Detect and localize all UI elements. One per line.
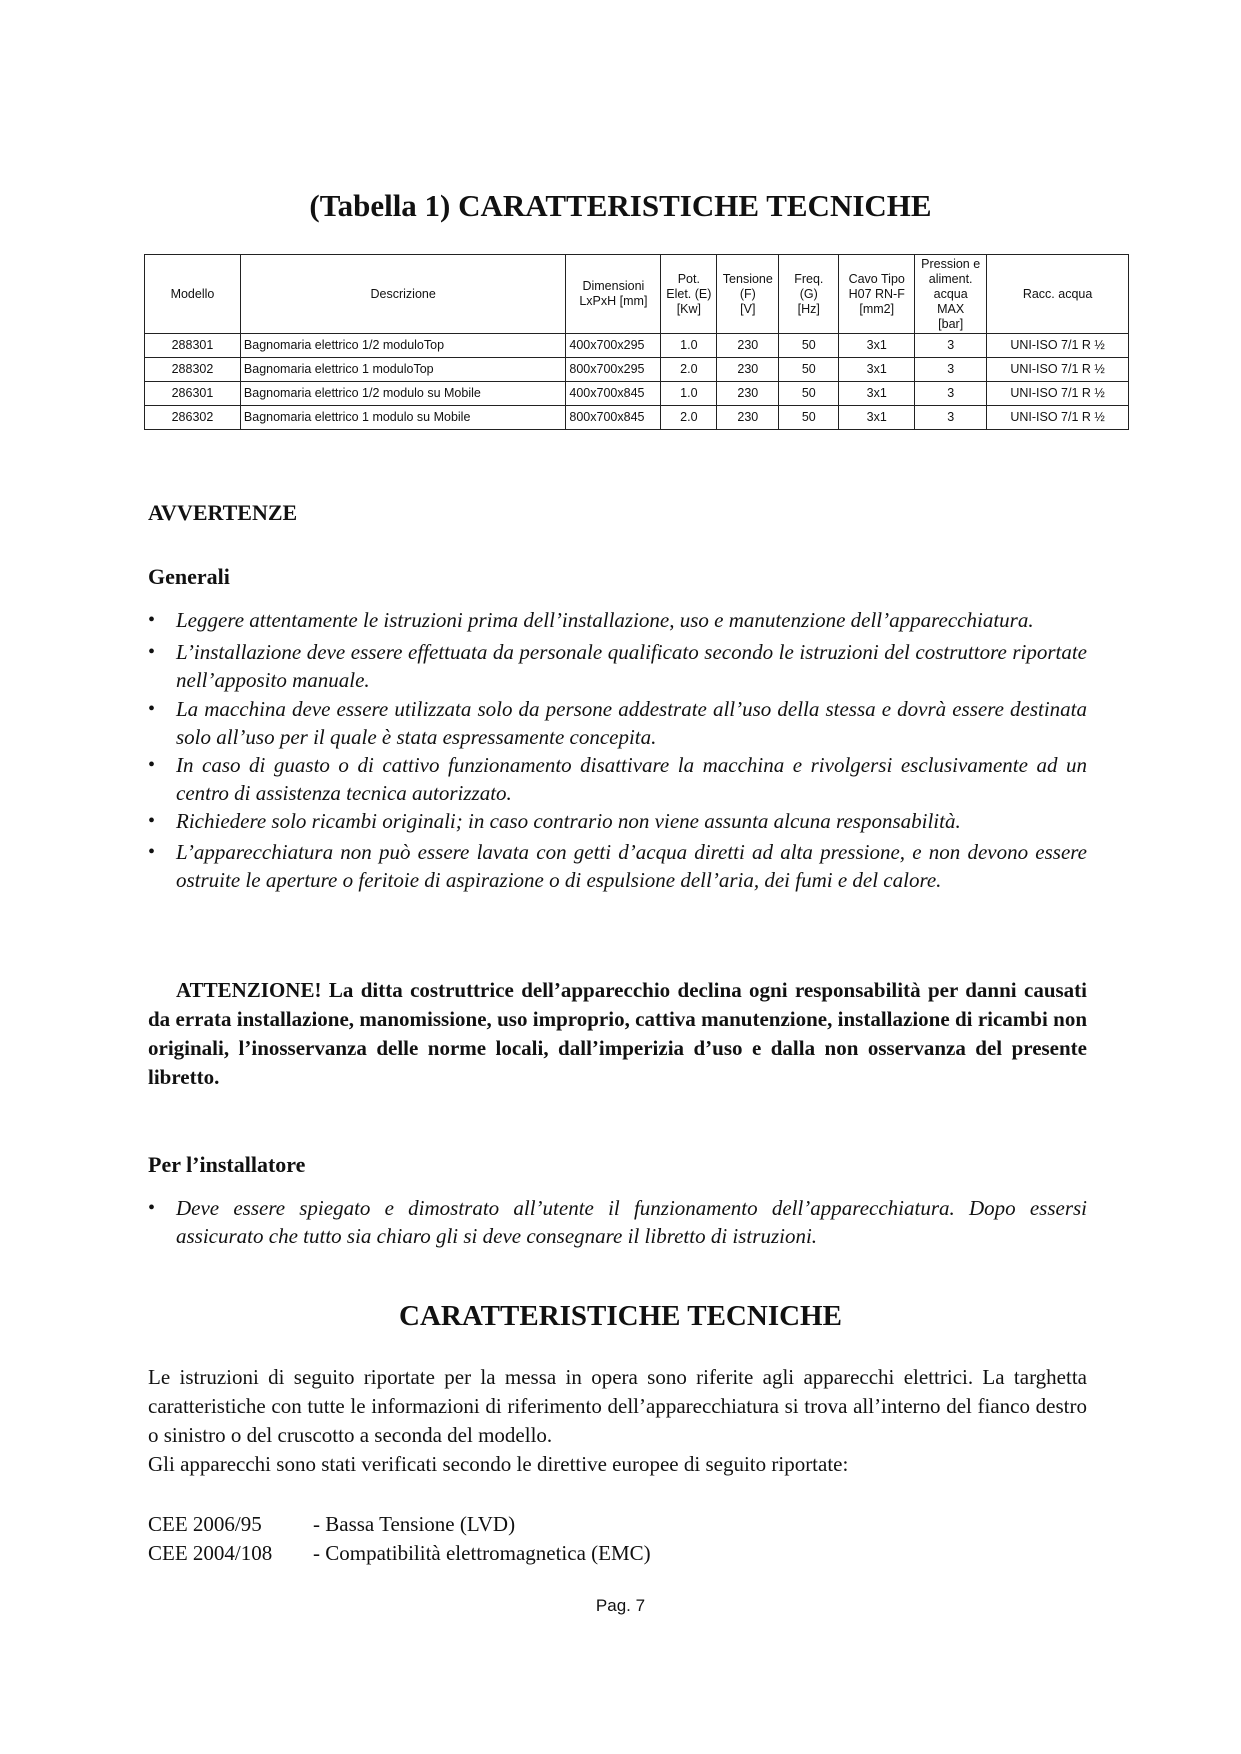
header-modello: Modello — [145, 255, 241, 334]
cell-racc: UNI-ISO 7/1 R ½ — [987, 382, 1129, 406]
table-row — [145, 406, 1129, 430]
cell-racc: UNI-ISO 7/1 R ½ — [987, 406, 1129, 430]
cell-tensione: 230 — [717, 358, 779, 382]
cell-pressione: 3 — [915, 358, 987, 382]
cell-modello: 288302 — [145, 358, 241, 382]
cell-modello: 288301 — [145, 334, 241, 358]
cell-pressione: 3 — [915, 406, 987, 430]
cell-descrizione: Bagnomaria elettrico 1 modulo su Mobile — [240, 406, 566, 430]
header-dimensioni: Dimensioni LxPxH [mm] — [566, 255, 661, 334]
table-row — [145, 334, 1129, 358]
cell-tensione: 230 — [717, 382, 779, 406]
list-item: • La macchina deve essere utilizzata solo da persone addestrate all’uso della stessa e dovrà essere destinata solo all’uso per il quale è stata espressamente concepita. — [148, 695, 1087, 751]
cell-freq: 50 — [779, 406, 839, 430]
header-descrizione: Descrizione — [240, 255, 566, 334]
page-number: Pag. 7 — [595, 1596, 646, 1615]
cell-pressione: 3 — [915, 382, 987, 406]
cell-cavo: 3x1 — [839, 334, 915, 358]
cell-potenza: 2.0 — [661, 358, 717, 382]
cell-potenza: 1.0 — [661, 382, 717, 406]
specs-table — [144, 254, 1129, 430]
header-tensione: Tensione (F) [V] — [717, 255, 779, 334]
list-item: • Deve essere spiegato e dimostrato all’utente il funzionamento dell’apparecchiatura. Dopo essersi assicurato che tutto sia chiaro gli si deve consegnare il libretto di istruzioni. — [148, 1194, 1087, 1250]
cell-modello: 286301 — [145, 382, 241, 406]
cell-descrizione: Bagnomaria elettrico 1 moduloTop — [240, 358, 566, 382]
cell-descrizione: Bagnomaria elettrico 1/2 moduloTop — [240, 334, 566, 358]
general-heading: Generali — [148, 564, 230, 589]
cell-dimensioni: 800x700x295 — [566, 358, 661, 382]
installer-heading: Per l’installatore — [148, 1152, 306, 1177]
section-title: CARATTERISTICHE TECNICHE — [399, 1300, 842, 1332]
installer-bullet-list — [148, 1194, 1087, 1250]
cell-racc: UNI-ISO 7/1 R ½ — [987, 358, 1129, 382]
cell-tensione: 230 — [717, 406, 779, 430]
list-item: • Richiedere solo ricambi originali; in caso contrario non viene assunta alcuna responsabilità. — [148, 807, 1087, 835]
cell-freq: 50 — [779, 382, 839, 406]
cell-potenza: 1.0 — [661, 334, 717, 358]
directive-desc: - Bassa Tensione (LVD) — [313, 1512, 516, 1536]
attention-paragraph: ATTENZIONE! La ditta costruttrice dell’apparecchio declina ogni responsabilità per danni causati da errata installazione, manomissione, uso improprio, cattiva manutenzione, installazione di ricambi non originali, l’inosservanza delle norme locali, dall’imperizia d’uso e dalla non osservanza del presente libretto. — [148, 978, 1087, 1089]
cell-dimensioni: 400x700x845 — [566, 382, 661, 406]
cell-cavo: 3x1 — [839, 358, 915, 382]
cell-modello: 286302 — [145, 406, 241, 430]
table-row — [145, 382, 1129, 406]
cell-freq: 50 — [779, 358, 839, 382]
header-racc: Racc. acqua — [987, 255, 1129, 334]
cell-cavo: 3x1 — [839, 382, 915, 406]
cell-racc: UNI-ISO 7/1 R ½ — [987, 334, 1129, 358]
general-bullet-list — [148, 606, 1087, 894]
header-pressione: Pression e aliment. acqua MAX [bar] — [915, 255, 987, 334]
table-title: (Tabella 1) CARATTERISTICHE TECNICHE — [309, 188, 932, 223]
directive-desc: - Compatibilità elettromagnetica (EMC) — [313, 1541, 651, 1565]
directive-code: CEE 2004/108 — [148, 1541, 273, 1565]
intro-text: Le istruzioni di seguito riportate per la messa in opera sono riferite agli apparecchi elettrici. La targhetta caratteristiche con tutte le informazioni di riferimento dell’apparecchiatura si trova all’interno del fianco destro o sinistro o del cruscotto a seconda del modello. — [148, 1365, 1087, 1447]
directives-list — [148, 1510, 651, 1568]
header-cavo: Cavo Tipo H07 RN-F [mm2] — [839, 255, 915, 334]
directive-code: CEE 2006/95 — [148, 1512, 262, 1536]
cell-cavo: 3x1 — [839, 406, 915, 430]
cell-dimensioni: 800x700x845 — [566, 406, 661, 430]
cell-tensione: 230 — [717, 334, 779, 358]
warnings-heading: AVVERTENZE — [148, 500, 298, 525]
header-potenza: Pot. Elet. (E) [Kw] — [661, 255, 717, 334]
header-freq: Freq. (G) [Hz] — [779, 255, 839, 334]
list-item: • Leggere attentamente le istruzioni prima dell’installazione, uso e manutenzione dell’apparecchiatura. — [148, 606, 1087, 634]
list-item — [148, 1510, 651, 1539]
list-item: • L’apparecchiatura non può essere lavata con getti d’acqua diretti ad alta pressione, e non devono essere ostruite le aperture o feritoie di aspirazione o di espulsione dell’aria, dei fumi e del calore. — [148, 838, 1087, 894]
cell-potenza: 2.0 — [661, 406, 717, 430]
cell-descrizione: Bagnomaria elettrico 1/2 modulo su Mobile — [240, 382, 566, 406]
cell-pressione: 3 — [915, 334, 987, 358]
cell-freq: 50 — [779, 334, 839, 358]
table-header-row — [145, 255, 1129, 334]
list-item: • In caso di guasto o di cattivo funzionamento disattivare la macchina e rivolgersi esclusivamente ad un centro di assistenza tecnica autorizzato. — [148, 751, 1087, 807]
intro-directives-text: Gli apparecchi sono stati verificati secondo le direttive europee di seguito riportate: — [148, 1452, 849, 1476]
table-row — [145, 358, 1129, 382]
list-item — [148, 1539, 651, 1568]
list-item: • L’installazione deve essere effettuata da personale qualificato secondo le istruzioni del costruttore riportate nell’apposito manuale. — [148, 638, 1087, 694]
intro-paragraph — [148, 1363, 1087, 1479]
cell-dimensioni: 400x700x295 — [566, 334, 661, 358]
